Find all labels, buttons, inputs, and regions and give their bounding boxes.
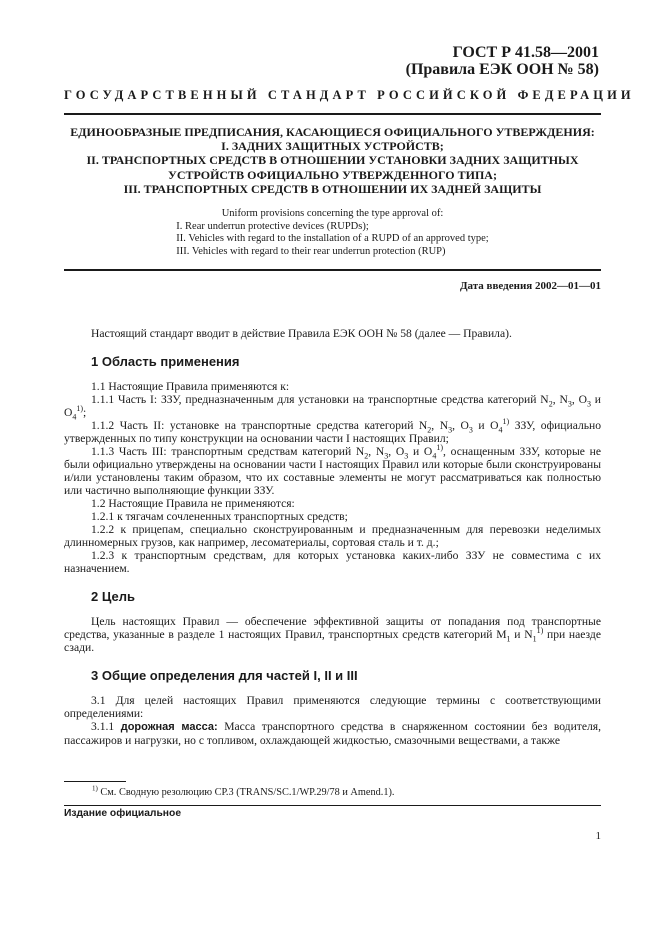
intro-paragraph: Настоящий стандарт вводит в действие Правила ЕЭК ООН № 58 (далее — Правила).	[91, 327, 512, 340]
russian-title-line: ЕДИНООБРАЗНЫЕ ПРЕДПИСАНИЯ, КАСАЮЩИЕСЯ ОФИЦИАЛЬНОГО УТВЕРЖДЕНИЯ:	[70, 125, 595, 139]
standard-code-line2: (Правила ЕЭК ООН № 58)	[405, 61, 599, 78]
section-2-paragraph: Цель настоящих Правил — обеспечение эффективной защиты от попадания под транспортные средства, указанные в разделе 1 настоящих Правил, транспортных средств категорий $M_1$ и $N_1^{1)}$ при наезде сзади.	[64, 615, 601, 654]
clause-1-2-2: 1.2.2 к прицепам, специально сконструированным и предназначенным для перевозки неделимых длинномерных грузов, как например, лесоматериалы, сортовая сталь и т. д.;	[64, 523, 601, 549]
clause-1-1-3: 1.1.3 Часть III: транспортным средствам категорий $N_2$, $N_3$, $O_3$ и $O_4^{1)}$, оснащенным ЗЗУ, которые не были официально утверждены на основании части I настоящих Правил или которые были сконструированы и/или установлены таким образом, что их составные элементы не могут рассматриваться как полностью или частично выполняющие функции ЗЗУ.	[64, 443, 601, 497]
section-1-heading: 1 Область применения	[91, 354, 240, 369]
clause-1-2-1: 1.2.1 к тягачам сочлененных транспортных средств;	[91, 510, 348, 523]
english-title-item: II. Vehicles with regard to the installation of a RUPD of an approved type;	[176, 233, 489, 244]
english-title-head: Uniform provisions concerning the type approval of:	[221, 208, 444, 219]
english-title	[64, 208, 601, 258]
russian-title-line: УСТРОЙСТВ ОФИЦИАЛЬНО УТВЕРЖДЕННОГО ТИПА;	[168, 167, 497, 182]
term-road-mass: дорожная масса:	[120, 721, 218, 733]
clause-1-1: 1.1 Настоящие Правила применяются к:	[91, 380, 290, 393]
clause-3-1-1: 3.1.1 дорожная масса: Масса транспортного средства в снаряженном состоянии без водителя, пассажиров и нагрузки, но с топливом, охлаждающей жидкостью, смазочными веществами, а также	[64, 720, 602, 747]
russian-title-line: III. ТРАНСПОРТНЫХ СРЕДСТВ В ОТНОШЕНИИ ИХ ЗАДНЕЙ ЗАЩИТЫ	[123, 181, 542, 196]
introduction-date: Дата введения 2002—01—01	[459, 280, 601, 292]
footnote-divider	[64, 781, 126, 782]
english-title-item: I. Rear underrun protective devices (RUPDs);	[176, 220, 369, 232]
state-standard-heading: ГОСУДАРСТВЕННЫЙ СТАНДАРТ РОССИЙСКОЙ ФЕДЕРАЦИИ	[64, 88, 635, 102]
document-body	[64, 327, 601, 747]
clause-1-2: 1.2 Настоящие Правила не применяются:	[91, 497, 295, 510]
title-divider	[64, 269, 601, 271]
clause-1-2-3: 1.2.3 к транспортным средствам, для которых установка каких-либо ЗЗУ не совместима с их назначением.	[64, 549, 601, 575]
standard-code	[406, 44, 599, 78]
english-title-item: III. Vehicles with regard to their rear underrun protection (RUP)	[176, 245, 446, 257]
standard-code-line1: ГОСТ Р 41.58—2001	[452, 44, 599, 61]
clause-1-1-2: 1.1.2 Часть II: установке на транспортные средства категорий $N_2$, $N_3$, $O_3$ и $O_4^{1)}$ ЗЗУ, официально утвержденных по типу конструкции на основании части I настоящих Правил;	[64, 417, 602, 445]
official-edition-label: Издание официальное	[64, 808, 182, 819]
clause-1-1-1: 1.1.1 Часть I: ЗЗУ, предназначенным для установки на транспортные средства категорий $N_2$, $N_3$, $O_3$ и $O_4^{1)}$;	[64, 393, 601, 422]
russian-title	[64, 125, 601, 196]
footnote: $^{1)}$ См. Сводную резолюцию СР.3 (TRANS/SC.1/WP.29/78 и Amend.1).	[92, 784, 395, 798]
clause-3-1: 3.1 Для целей настоящих Правил применяются следующие термины с соответствующими определениями:	[64, 694, 601, 720]
edition-divider	[64, 805, 601, 806]
section-3-heading: 3 Общие определения для частей I, II и III	[91, 668, 358, 683]
russian-title-line: I. ЗАДНИХ ЗАЩИТНЫХ УСТРОЙСТВ;	[221, 139, 444, 154]
russian-title-line: II. ТРАНСПОРТНЫХ СРЕДСТВ В ОТНОШЕНИИ УСТАНОВКИ ЗАДНИХ ЗАЩИТНЫХ	[86, 153, 579, 168]
page-number: 1	[595, 830, 601, 842]
top-divider	[64, 113, 601, 115]
section-2-heading: 2 Цель	[91, 589, 135, 604]
